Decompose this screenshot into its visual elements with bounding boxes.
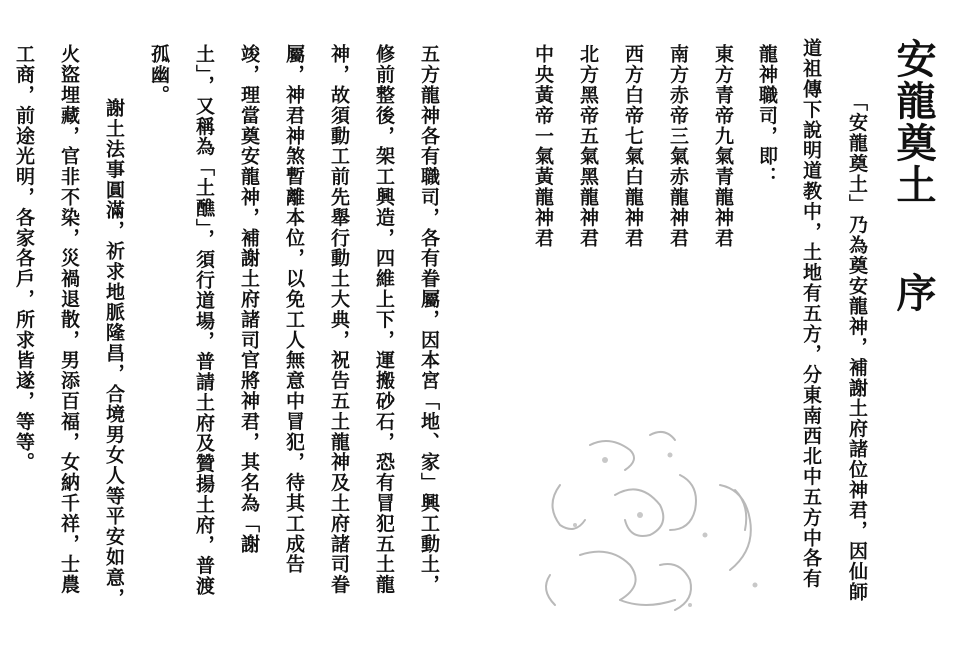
dragon-list-item: 中央黃帝一氣黃龍神君 [532, 44, 554, 248]
main-column: 五方龍神各有職司，各有眷屬，因本宮「地、家」興工動土， [418, 44, 440, 595]
intro-column: 道祖傳下說明道教中，土地有五方，分東南西北中五方中各有 [800, 38, 822, 589]
main-column: 孤幽。 [148, 44, 170, 106]
closing-column: 火盜埋藏，官非不染，災禍退散，男添百福，女納千祥，士農 [58, 44, 80, 595]
preface-heading: 序 [890, 272, 937, 314]
faded-seal-emblem [520, 415, 780, 630]
dragon-list-item: 東方青帝九氣青龍神君 [712, 44, 734, 248]
dragon-list-item: 南方赤帝三氣赤龍神君 [667, 44, 689, 248]
main-column: 竣，理當奠安龍神，補謝土府諸司官將神君，其名為「謝 [238, 44, 260, 554]
closing-column: 謝土法事圓滿，祈求地脈隆昌，合境男女人等平安如意， [103, 98, 125, 608]
main-column: 神，故須動工前先舉行動土大典，祝告五土龍神及土府諸司眷 [328, 44, 350, 595]
page-title: 安龍奠土 [890, 38, 937, 206]
intro-column: 「安龍奠土」乃為奠安龍神，補謝土府諸位神君，因仙師 [846, 92, 868, 602]
dragon-list-item: 北方黑帝五氣黑龍神君 [577, 44, 599, 248]
main-column: 修前整後，架工興造，四維上下，運搬砂石，恐有冒犯五土龍 [373, 44, 395, 595]
closing-column: 工商，前途光明，各家各戶，所求皆遂，等等。 [13, 44, 35, 473]
main-column: 屬，神君神煞暫離本位，以免工人無意中冒犯，待其工成告 [283, 44, 305, 575]
dragon-list-item: 西方白帝七氣白龍神君 [622, 44, 644, 248]
intro-column: 龍神職司，即： [756, 44, 778, 187]
main-column: 土」，又稱為「土醮」，須行道場，普請土府及贊揚土府，普渡 [193, 44, 215, 597]
